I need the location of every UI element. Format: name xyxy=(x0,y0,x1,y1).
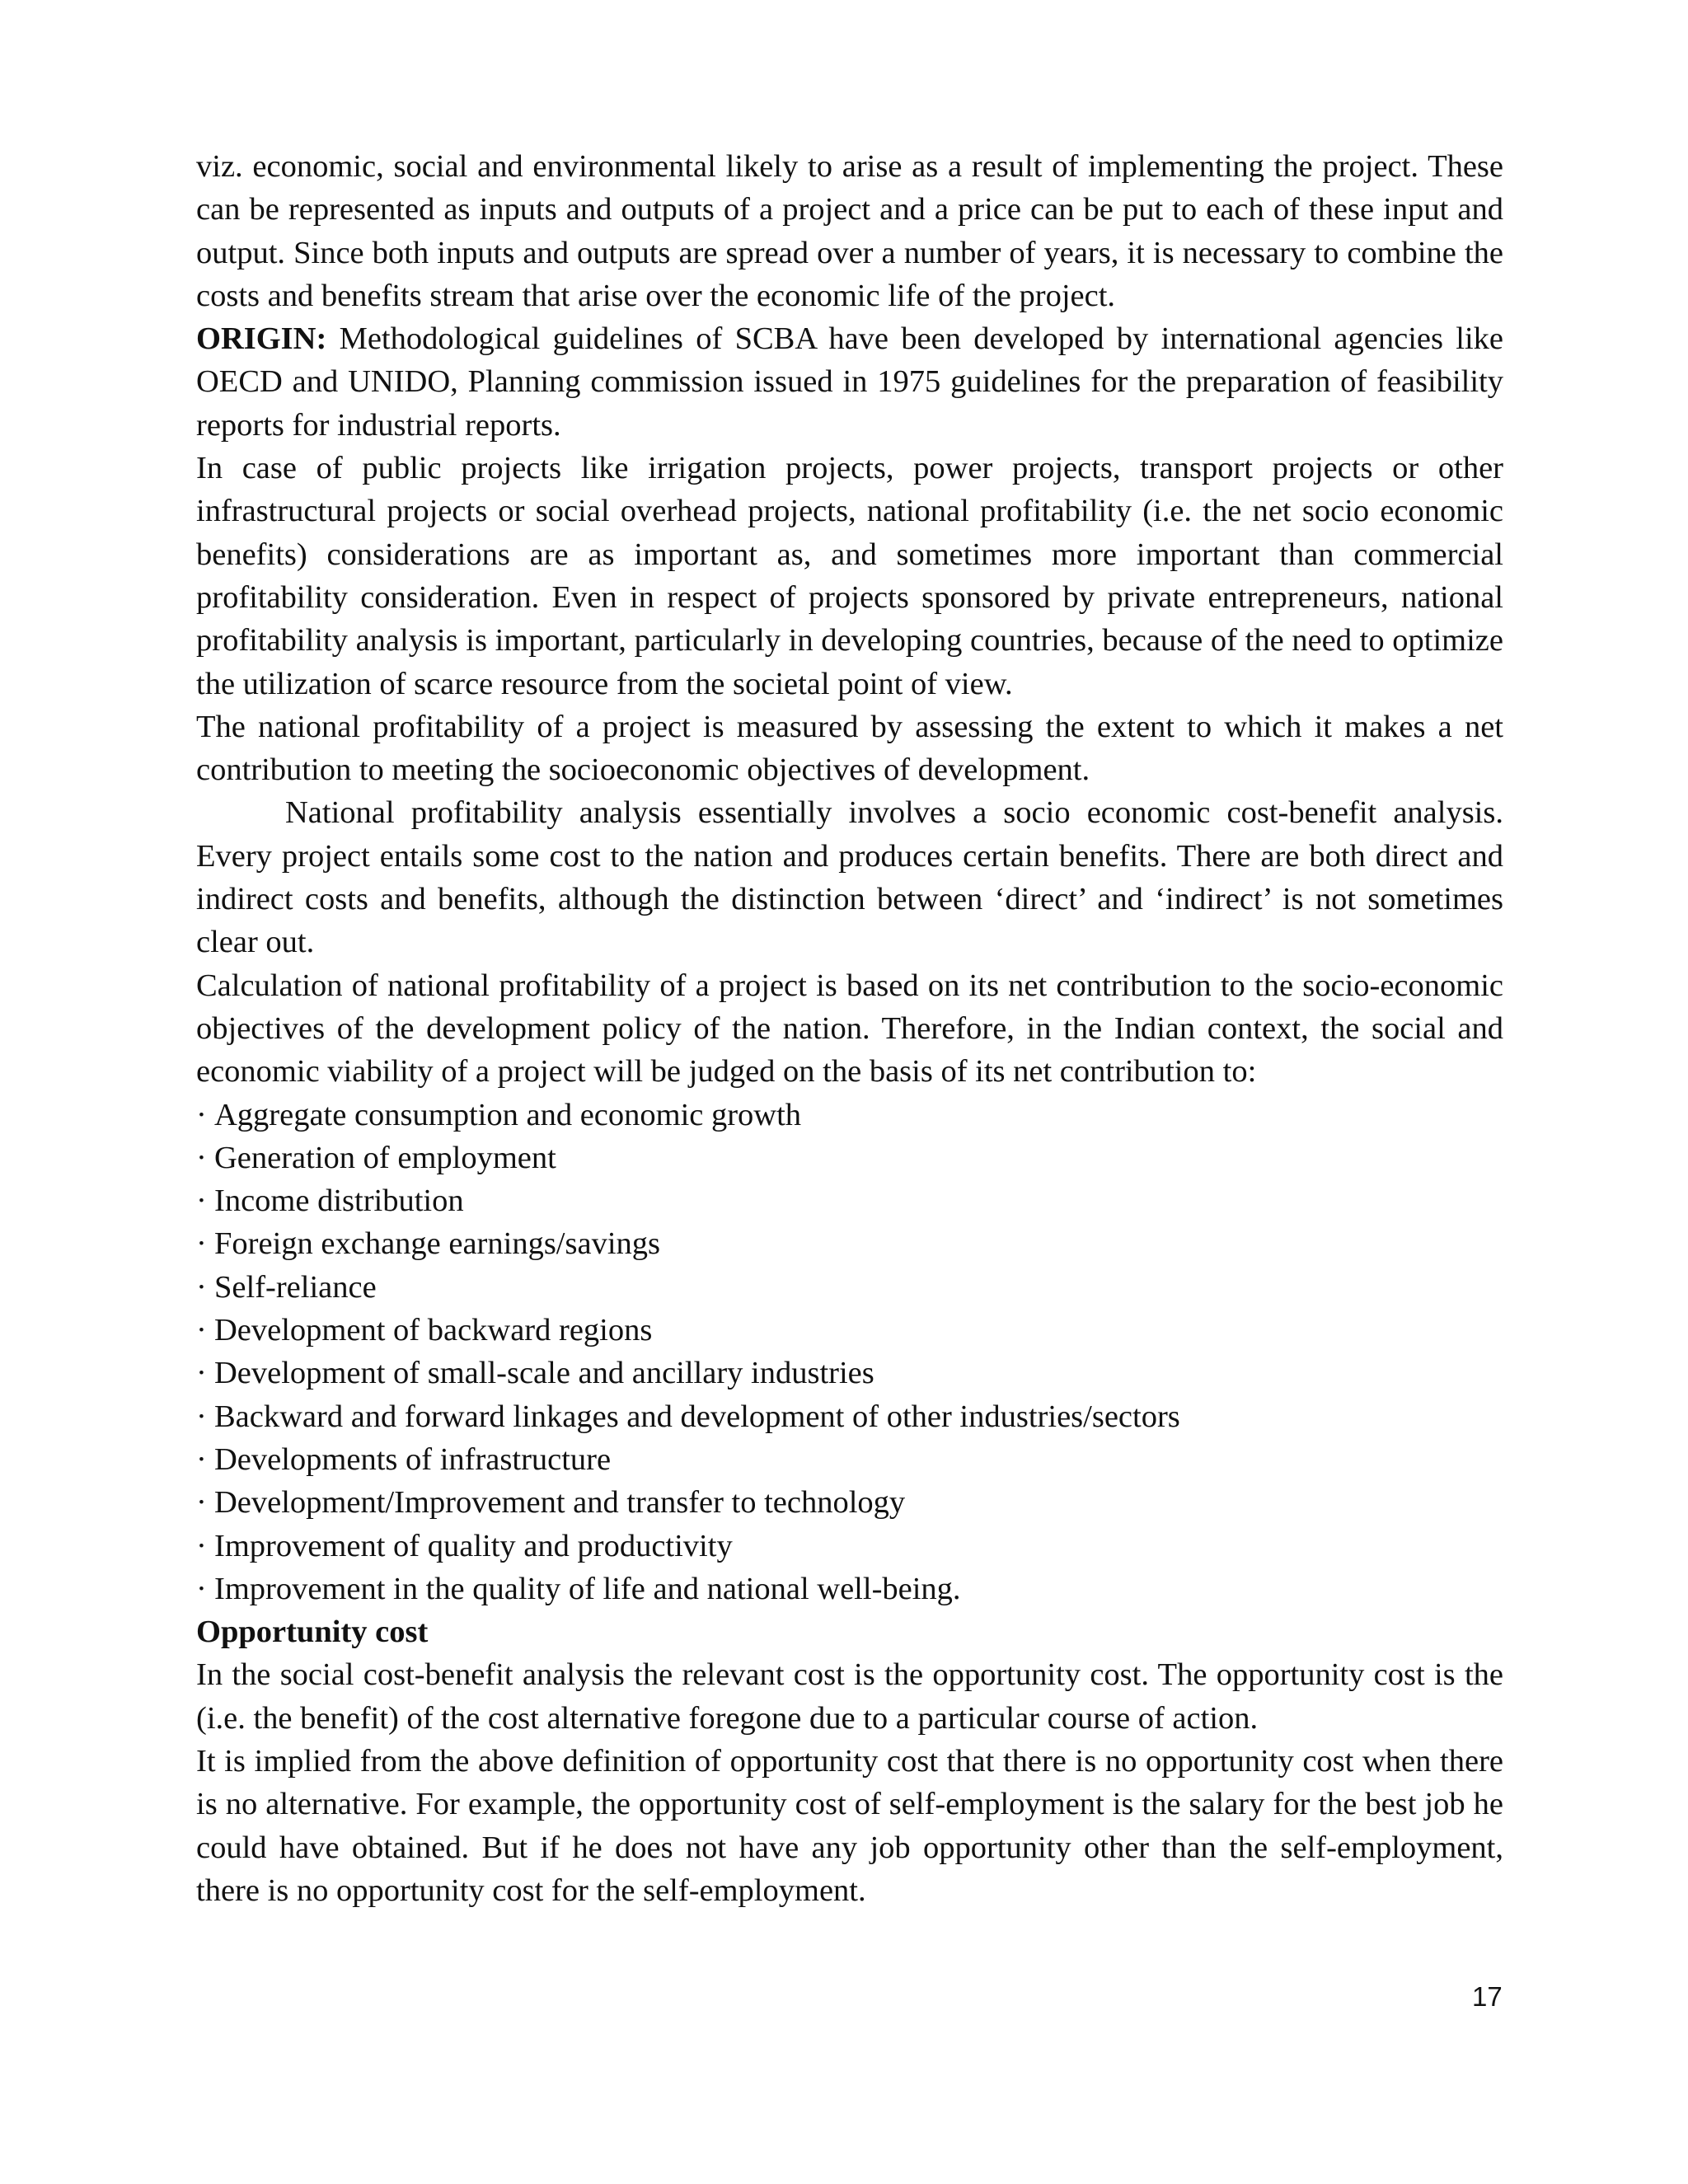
bullet-mark: · xyxy=(196,1097,207,1132)
list-item xyxy=(196,1395,1503,1438)
paragraph-public-projects: In case of public projects like irrigation projects, power projects, transport projects or other infrastructural projects or social overhead projects, national profitability (i.e. the net socio economic benefits) considerations are as important as, and sometimes more important than commercial profitability consideration. Even in respect of projects sponsored by private entrepreneurs, national profitability analysis is important, particularly in developing countries, because of the need to optimize the utilization of scarce resource from the societal point of view. xyxy=(196,451,1503,701)
list-item xyxy=(196,1309,1503,1352)
list-item-text: Generation of employment xyxy=(214,1140,556,1175)
list-item-text: Aggregate consumption and economic growth xyxy=(214,1097,802,1132)
list-item-text: Development/Improvement and transfer to technology xyxy=(214,1485,906,1521)
section-heading-opportunity-cost: Opportunity cost xyxy=(196,1615,429,1650)
origin-text: Methodological guidelines of SCBA have been developed by international agencies like OECD and UNIDO, Planning commission issued in 1975 guidelines for the preparation of feasibility reports for industrial reports. xyxy=(196,321,1503,443)
paragraph-national-profitability: The national profitability of a project is measured by assessing the extent to which it makes a net contribution to meeting the socioeconomic objectives of development. xyxy=(196,709,1503,788)
list-item xyxy=(196,1137,1503,1179)
bullet-mark: · xyxy=(196,1313,207,1348)
paragraph-opportunity-definition: In the social cost-benefit analysis the relevant cost is the opportunity cost. The opportunity cost is the (i.e. the benefit) of the cost alternative foregone due to a particular course of action. xyxy=(196,1657,1503,1736)
paragraph-opportunity-example: It is implied from the above definition of opportunity cost that there is no opportunity cost when there is no alternative. For example, the opportunity cost of self-employment is the salary for the best job he could have obtained. But if he does not have any job opportunity other than the self-employment, there is no opportunity cost for the self-employment. xyxy=(196,1743,1503,1908)
paragraph-intro: viz. economic, social and environmental likely to arise as a result of implementing the project. These can be represented as inputs and outputs of a project and a price can be put to each of these input and output. Since both inputs and outputs are spread over a number of years, it is necessary to combine the costs and benefits stream that arise over the economic life of the project. xyxy=(196,149,1503,313)
list-item xyxy=(196,1525,1503,1568)
list-item-text: Backward and forward linkages and development of other industries/sectors xyxy=(214,1399,1180,1434)
paragraph-calculation: Calculation of national profitability of a project is based on its net contribution to the socio-economic objectives of the development policy of the nation. Therefore, in the Indian context, the social and economic viability of a project will be judged on the basis of its net contribution to: xyxy=(196,968,1503,1090)
bullet-mark: · xyxy=(196,1183,207,1219)
document-page xyxy=(196,145,1503,1912)
list-item-text: Improvement of quality and productivity xyxy=(214,1528,733,1563)
bullet-mark: · xyxy=(196,1571,207,1606)
list-item xyxy=(196,1568,1503,1610)
bullet-mark: · xyxy=(196,1399,207,1434)
list-item-text: Development of backward regions xyxy=(214,1313,653,1348)
list-item-text: Self-reliance xyxy=(214,1269,377,1305)
bullet-mark: · xyxy=(196,1441,207,1477)
list-item-text: Income distribution xyxy=(214,1183,464,1219)
bullet-mark: · xyxy=(196,1528,207,1563)
list-item xyxy=(196,1266,1503,1309)
bullet-mark: · xyxy=(196,1140,207,1175)
objectives-list xyxy=(196,1094,1503,1611)
bullet-mark: · xyxy=(196,1485,207,1521)
bullet-mark: · xyxy=(196,1356,207,1391)
list-item-text: Foreign exchange earnings/savings xyxy=(214,1226,660,1262)
list-item xyxy=(196,1352,1503,1394)
list-item-text: Developments of infrastructure xyxy=(214,1441,612,1477)
list-item-text: Improvement in the quality of life and national well-being. xyxy=(214,1571,961,1606)
paragraph-cost-benefit: National profitability analysis essentially involves a socio economic cost-benefit analysis. Every project entails some cost to the nation and produces certain benefits. There are both direct and indirect costs and benefits, although the distinction between ‘direct’ and ‘indirect’ is not sometimes clear out. xyxy=(196,795,1503,960)
list-item xyxy=(196,1438,1503,1481)
page-number: 17 xyxy=(1472,1981,1503,2012)
origin-label: ORIGIN: xyxy=(196,321,327,357)
list-item xyxy=(196,1222,1503,1265)
list-item xyxy=(196,1179,1503,1222)
list-item xyxy=(196,1094,1503,1137)
bullet-mark: · xyxy=(196,1226,207,1262)
list-item-text: Development of small-scale and ancillary industries xyxy=(214,1356,874,1391)
paragraph-origin xyxy=(196,317,1503,447)
bullet-mark: · xyxy=(196,1269,207,1305)
list-item xyxy=(196,1481,1503,1524)
